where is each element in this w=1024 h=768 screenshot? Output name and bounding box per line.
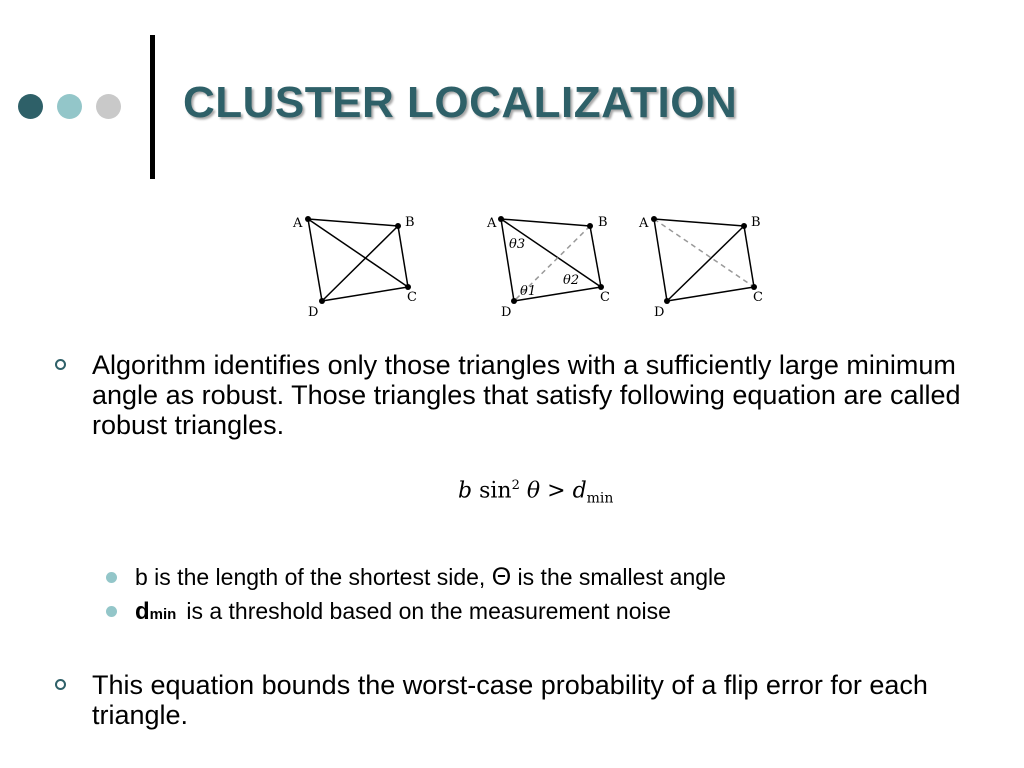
triangle-diagrams bbox=[287, 206, 787, 326]
sub-bullet-b-definition bbox=[135, 560, 726, 594]
eq-exponent: 2 bbox=[511, 478, 520, 493]
label-d-1: D bbox=[308, 305, 319, 320]
label-a-2: A bbox=[487, 216, 497, 231]
angle-label-theta3: θ3 bbox=[509, 237, 526, 252]
eq-d: d bbox=[572, 478, 587, 504]
eq-sin: sin bbox=[479, 478, 512, 504]
sub-bullet-theta-text: is the smallest angle bbox=[511, 564, 726, 590]
label-b-2: B bbox=[598, 215, 608, 230]
eq-b: b bbox=[458, 478, 473, 504]
sub-bullet-list bbox=[135, 560, 726, 632]
decorative-dots bbox=[18, 94, 121, 119]
label-c-2: C bbox=[600, 290, 610, 305]
sub-bullet-b-text: b is the length of the shortest side, bbox=[135, 564, 492, 590]
slide-title: CLUSTER LOCALIZATION bbox=[183, 78, 738, 127]
label-b-1: B bbox=[405, 215, 415, 230]
sub-bullet-dmin-definition bbox=[135, 594, 726, 632]
dot-teal bbox=[57, 94, 82, 119]
angle-label-theta1: θ1 bbox=[520, 284, 537, 299]
eq-min: min bbox=[586, 490, 614, 507]
label-c-3: C bbox=[753, 290, 763, 305]
dmin-term: d bbox=[135, 598, 150, 625]
label-c-1: C bbox=[407, 290, 417, 305]
diagram-3 bbox=[654, 219, 754, 301]
eq-theta: θ bbox=[526, 478, 541, 504]
bullet-robust-triangles: Algorithm identifies only those triangles with a sufficiently large minimum angle as robust. Those triangles that satisfy following equation are called robust triangles. bbox=[92, 350, 994, 440]
bullet-flip-error: This equation bounds the worst-case probability of a flip error for each triangle. bbox=[92, 670, 994, 730]
dot-dark bbox=[18, 94, 43, 119]
title-divider bbox=[150, 35, 155, 179]
label-d-3: D bbox=[654, 305, 665, 320]
label-a-3: A bbox=[639, 216, 649, 231]
label-a-1: A bbox=[293, 216, 303, 231]
dmin-subscript: min bbox=[149, 606, 177, 623]
sub-bullet-dmin-text: is a threshold based on the measurement noise bbox=[186, 598, 671, 624]
theta-symbol: Θ bbox=[491, 563, 512, 591]
robust-triangle-equation bbox=[458, 478, 613, 507]
diagram-1 bbox=[308, 219, 408, 301]
eq-gt: > bbox=[547, 478, 566, 504]
angle-label-theta2: θ2 bbox=[563, 273, 580, 288]
label-d-2: D bbox=[501, 305, 512, 320]
dot-gray bbox=[96, 94, 121, 119]
label-b-3: B bbox=[751, 215, 761, 230]
diagram-2 bbox=[501, 219, 601, 301]
